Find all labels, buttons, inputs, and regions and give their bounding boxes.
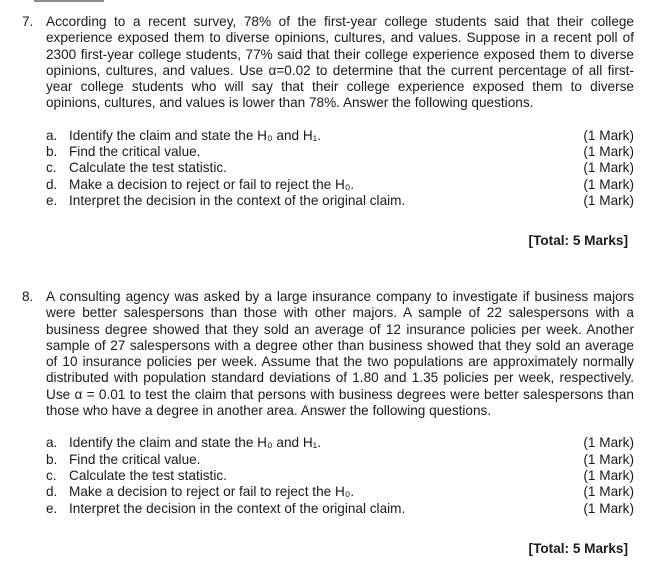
part-letter: b. <box>46 451 58 467</box>
part-mark: (1 Mark) <box>583 451 634 467</box>
part-text: Find the critical value. <box>69 144 201 160</box>
question-7-part-c <box>46 160 634 176</box>
question-8-part-e <box>46 501 634 517</box>
part-text: Interpret the decision in the context of the original claim. <box>69 500 406 516</box>
part-mark: (1 Mark) <box>583 435 634 451</box>
part-mark: (1 Mark) <box>583 127 634 143</box>
question-8-part-c <box>46 468 634 484</box>
part-mark: (1 Mark) <box>583 176 634 192</box>
question-8-text: A consulting agency was asked by a large insurance company to investigate if business majors were better salespersons than those with other majors. A sample of 22 salespersons with a business degree showed that they sold an average of 12 insurance policies per week. Another sample of 27 salespersons with a degree other than business showed that they sold an average of 10 insurance policies per week. Assume that the two populations are approximately normally distributed with population standard deviations of 1.80 and 1.35 policies per week, respectively. Use α = 0.01 to test the claim that persons with business degrees were better salespersons than those who have a degree in another area. Answer the following questions. <box>46 289 634 419</box>
part-letter: d. <box>46 176 58 192</box>
question-8-stem <box>22 289 634 419</box>
part-mark: (1 Mark) <box>583 484 634 500</box>
part-mark: (1 Mark) <box>583 467 634 483</box>
question-8-parts <box>46 435 634 516</box>
part-mark: (1 Mark) <box>583 144 634 160</box>
question-7-number: 7. <box>22 14 34 29</box>
question-7-parts <box>46 128 634 209</box>
question-7-part-b <box>46 144 634 160</box>
question-7-stem <box>22 14 634 112</box>
part-letter: a. <box>46 435 58 451</box>
part-letter: e. <box>46 192 58 208</box>
question-7-part-d <box>46 177 634 193</box>
question-8-part-b <box>46 452 634 468</box>
part-mark: (1 Mark) <box>583 160 634 176</box>
part-letter: c. <box>46 160 57 176</box>
part-text: Make a decision to reject or fail to reject the H₀. <box>69 176 355 192</box>
question-7-part-e <box>46 193 634 209</box>
part-letter: d. <box>46 484 58 500</box>
part-text: Make a decision to reject or fail to reject the H₀. <box>69 484 355 500</box>
part-text: Find the critical value. <box>69 451 201 467</box>
part-text: Calculate the test statistic. <box>69 467 227 483</box>
question-8-total: [Total: 5 Marks] <box>528 540 628 556</box>
question-8 <box>22 289 634 557</box>
part-text: Calculate the test statistic. <box>69 160 227 176</box>
top-rule <box>34 0 104 2</box>
part-text: Identify the claim and state the H₀ and H₁. <box>69 435 322 451</box>
question-7-part-a <box>46 128 634 144</box>
part-letter: e. <box>46 500 58 516</box>
question-7-total: [Total: 5 Marks] <box>528 233 628 249</box>
question-7 <box>22 14 634 250</box>
part-text: Interpret the decision in the context of the original claim. <box>69 192 406 208</box>
question-8-part-a <box>46 435 634 451</box>
part-text: Identify the claim and state the H₀ and H₁. <box>69 127 322 143</box>
question-8-part-d <box>46 484 634 500</box>
part-mark: (1 Mark) <box>583 500 634 516</box>
part-letter: b. <box>46 144 58 160</box>
question-8-number: 8. <box>22 289 34 304</box>
part-letter: c. <box>46 467 57 483</box>
part-mark: (1 Mark) <box>583 192 634 208</box>
part-letter: a. <box>46 127 58 143</box>
question-7-text: According to a recent survey, 78% of the first-year college students said that their college experience exposed them to diverse opinions, cultures, and values. Suppose in a recent poll of 2300 first-year college students, 77% said that their college experience exposed them to diverse opinions, cultures, and values. Use α=0.02 to determine that the current percentage of all first-year college students who will say that their college experience exposed them to diverse opinions, cultures, and values is lower than 78%. Answer the following questions. <box>46 14 634 111</box>
